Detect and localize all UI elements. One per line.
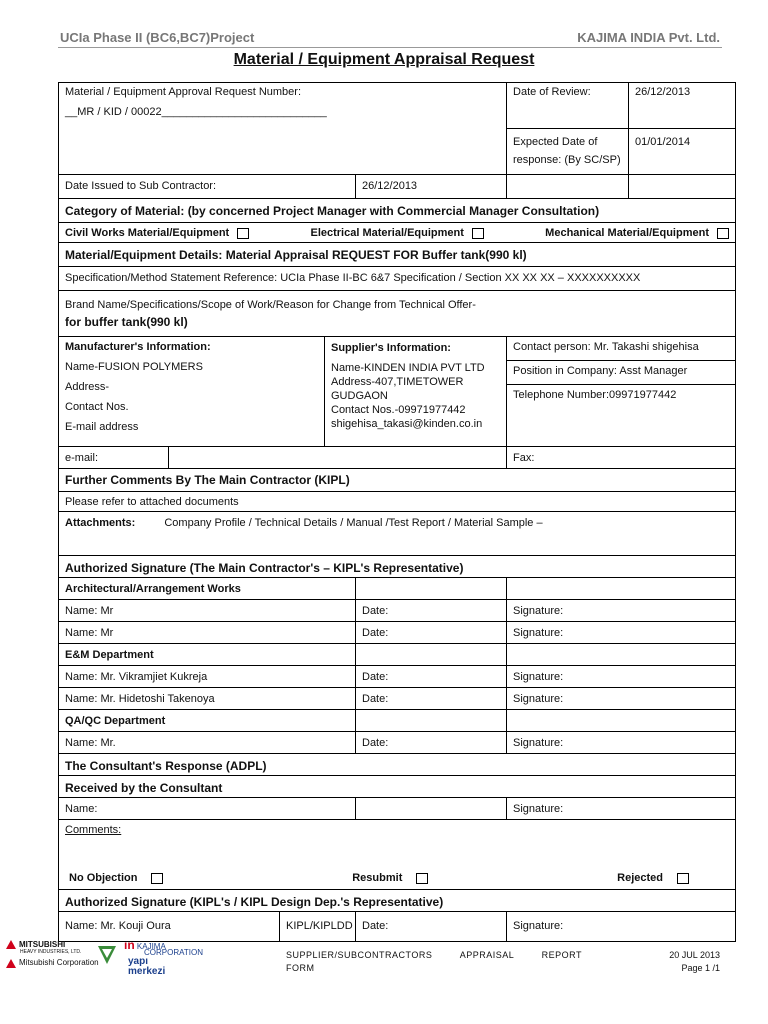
supplier-address2: GUDGAON <box>331 390 388 402</box>
kajima-sub-text: CORPORATION <box>144 948 203 957</box>
resubmit-option <box>352 872 428 884</box>
company-name: KAJIMA INDIA Pvt. Ltd. <box>577 30 720 45</box>
comments-heading: Further Comments By The Main Contractor (KIPL) <box>59 469 736 492</box>
arch-date-1: Date: <box>356 600 507 622</box>
civil-checkbox[interactable] <box>237 228 249 239</box>
comments-label: Comments: <box>65 824 122 836</box>
resubmit-label: Resubmit <box>352 872 403 884</box>
civil-option <box>65 227 249 239</box>
expected-date-value: 01/01/2014 <box>629 129 736 175</box>
manufacturer-email: E-mail address <box>65 421 139 433</box>
auth-heading: Authorized Signature (The Main Contractor's – KIPL's Representative) <box>59 556 736 578</box>
date-of-review-value: 26/12/2013 <box>629 83 736 129</box>
footer-form-title <box>286 950 582 960</box>
civil-label: Civil Works Material/Equipment <box>65 227 230 239</box>
empty-cell <box>507 175 629 199</box>
arch-name-2: Name: Mr <box>59 622 356 644</box>
appraisal-form <box>58 82 736 942</box>
details-heading: Material/Equipment Details: Material Appraisal REQUEST FOR Buffer tank(990 kl) <box>59 243 736 267</box>
contact-info <box>507 337 736 447</box>
empty-cell <box>356 578 507 600</box>
qa-heading: QA/QC Department <box>59 710 356 732</box>
mechanical-option <box>545 227 729 239</box>
rejected-option <box>617 872 689 884</box>
category-heading: Category of Material: (by concerned Project Manager with Commercial Manager Consultation) <box>59 199 736 223</box>
attachments-row <box>59 512 736 556</box>
footer-form-word3: REPORT <box>541 950 582 960</box>
consultant-heading: The Consultant's Response (ADPL) <box>59 754 736 776</box>
resubmit-checkbox[interactable] <box>416 873 428 884</box>
empty-cell <box>356 710 507 732</box>
consultant-date <box>356 798 507 820</box>
footer-date: 20 JUL 2013 <box>669 950 720 960</box>
em-name-2: Name: Mr. Hidetoshi Takenoya <box>59 688 356 710</box>
contact-person: Contact person: Mr. Takashi shigehisa <box>507 337 735 361</box>
date-issued-label: Date Issued to Sub Contractor: <box>59 175 356 199</box>
empty-cell <box>507 578 736 600</box>
mitsubishi-logo <box>6 940 99 968</box>
spec-reference: Specification/Method Statement Reference: UCIa Phase II-BC 6&7 Specification / Section XX XX XX – XXXXXXXXXX <box>59 267 736 291</box>
contact-phone: Telephone Number:09971977442 <box>513 389 677 401</box>
mitsubishi-logo-sub: HEAVY INDUSTRIES, LTD. <box>20 949 82 956</box>
supplier-contact: Contact Nos.-09971977442 <box>331 404 466 416</box>
supplier-address1: Address-407,TIMETOWER <box>331 376 464 388</box>
electrical-label: Electrical Material/Equipment <box>310 227 464 239</box>
request-number-value: __MR / KID / 00022___________________________ <box>65 106 327 118</box>
em-signature-1: Signature: <box>507 666 736 688</box>
mechanical-checkbox[interactable] <box>717 228 729 239</box>
arch-signature-1: Signature: <box>507 600 736 622</box>
mitsubishi-corp-text: Mitsubishi Corporation <box>19 958 99 968</box>
supplier-heading: Supplier's Information: <box>331 342 451 354</box>
expected-date-label-line1: Expected Date of <box>513 136 598 148</box>
brand-cell <box>59 291 736 337</box>
consultant-comments <box>59 820 736 890</box>
kajima-yapi-logo <box>124 938 203 977</box>
kipl-dept: KIPL/KIPLDD <box>280 912 356 942</box>
em-signature-2: Signature: <box>507 688 736 710</box>
comments-text: Please refer to attached documents <box>59 492 736 512</box>
mechanical-label: Mechanical Material/Equipment <box>545 227 709 239</box>
brand-value: for buffer tank(990 kl) <box>65 315 188 329</box>
em-date-1: Date: <box>356 666 507 688</box>
yapi-text: yapı <box>128 956 149 967</box>
manufacturer-heading: Manufacturer's Information: <box>65 341 211 353</box>
consultant-name: Name: <box>59 798 356 820</box>
electrical-checkbox[interactable] <box>472 228 484 239</box>
manufacturer-address: Address- <box>65 381 110 393</box>
manufacturer-contact: Contact Nos. <box>65 401 129 413</box>
arch-signature-2: Signature: <box>507 622 736 644</box>
arch-heading: Architectural/Arrangement Works <box>59 578 356 600</box>
partner-logo-icon <box>96 944 118 966</box>
footer-form-word2: APPRAISAL <box>459 950 515 960</box>
fax-label: Fax: <box>507 447 736 469</box>
rejected-checkbox[interactable] <box>677 873 689 884</box>
qa-date: Date: <box>356 732 507 754</box>
email-label: e-mail: <box>59 447 169 469</box>
arch-date-2: Date: <box>356 622 507 644</box>
empty-cell <box>629 175 736 199</box>
page-title: Material / Equipment Appraisal Request <box>233 51 535 68</box>
footer-form-word4: FORM <box>286 963 315 973</box>
rejected-label: Rejected <box>617 872 663 884</box>
mitsubishi-corp-mark-icon <box>6 959 16 968</box>
em-heading: E&M Department <box>59 644 356 666</box>
manufacturer-info <box>59 337 325 447</box>
consultant-signature: Signature: <box>507 798 736 820</box>
no-objection-label: No Objection <box>69 872 138 884</box>
empty-cell <box>507 644 736 666</box>
kipl-date: Date: <box>356 912 507 942</box>
kipl-name: Name: Mr. Kouji Oura <box>59 912 280 942</box>
supplier-name: Name-KINDEN INDIA PVT LTD <box>331 362 485 374</box>
footer-form-word1: SUPPLIER/SUBCONTRACTORS <box>286 950 433 960</box>
kipl-signature: Signature: <box>507 912 736 942</box>
request-number-label: Material / Equipment Approval Request Number: <box>65 86 302 98</box>
expected-date-label-line2: response: (By SC/SP) <box>513 154 621 166</box>
supplier-email: shigehisa_takasi@kinden.co.in <box>331 418 483 430</box>
email-value[interactable] <box>169 447 507 469</box>
project-name: UCIa Phase II (BC6,BC7)Project <box>60 30 255 45</box>
merkezi-text: merkezi <box>128 966 166 977</box>
empty-cell <box>356 644 507 666</box>
date-of-review-label: Date of Review: <box>507 83 629 129</box>
qa-signature: Signature: <box>507 732 736 754</box>
kajima-mark-icon: ın <box>124 938 135 952</box>
empty-cell <box>507 710 736 732</box>
mitsubishi-logo-text: MITSUBISHI <box>19 940 66 949</box>
attachments-value: Company Profile / Technical Details / Manual /Test Report / Material Sample – <box>164 517 543 529</box>
no-objection-option <box>69 872 163 884</box>
category-options <box>59 223 736 243</box>
contact-position: Position in Company: Asst Manager <box>507 361 735 385</box>
arch-name-1: Name: Mr <box>59 600 356 622</box>
received-heading: Received by the Consultant <box>59 776 736 798</box>
em-name-1: Name: Mr. Vikramjiet Kukreja <box>59 666 356 688</box>
header-rule <box>58 47 722 48</box>
kajima-text: KAJIMA <box>136 942 166 951</box>
request-number-cell <box>59 83 507 175</box>
kipl-heading: Authorized Signature (KIPL's / KIPL Design Dep.'s Representative) <box>59 890 736 912</box>
date-issued-value: 26/12/2013 <box>356 175 507 199</box>
mitsubishi-mark-icon <box>6 940 16 949</box>
page-number: Page 1 /1 <box>681 963 720 973</box>
no-objection-checkbox[interactable] <box>151 873 163 884</box>
brand-label: Brand Name/Specifications/Scope of Work/Reason for Change from Technical Offer- <box>65 299 476 311</box>
supplier-info <box>325 337 507 447</box>
electrical-option <box>310 227 483 239</box>
qa-name: Name: Mr. <box>59 732 356 754</box>
response-options <box>59 872 735 884</box>
attachments-label: Attachments: <box>65 517 136 529</box>
manufacturer-name: Name-FUSION POLYMERS <box>65 361 203 373</box>
em-date-2: Date: <box>356 688 507 710</box>
expected-date-label <box>507 129 629 175</box>
